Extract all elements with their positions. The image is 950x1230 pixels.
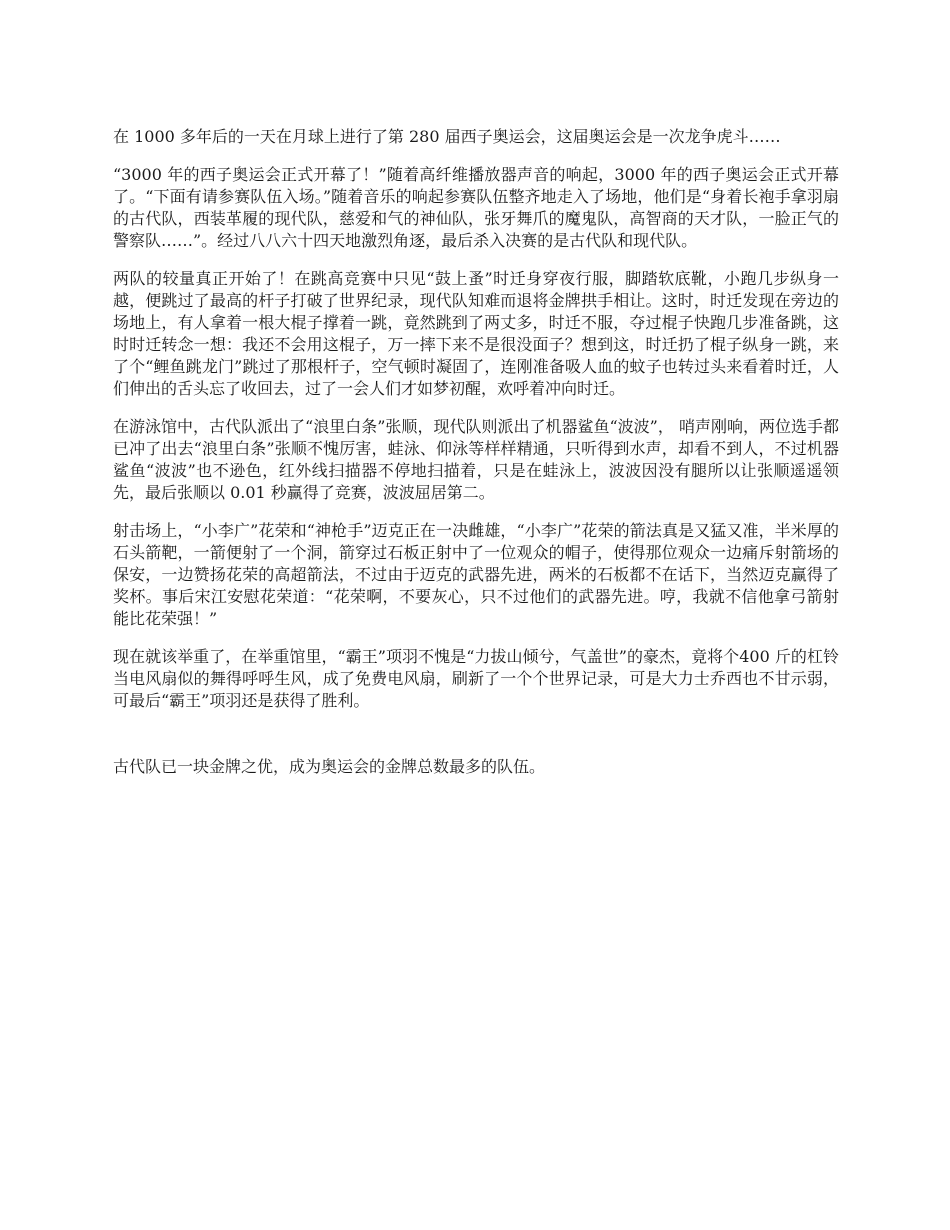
paragraph-spacer xyxy=(113,728,839,756)
document-page xyxy=(113,126,839,794)
paragraph-opening-ceremony: “3000 年的西子奥运会正式开幕了！”随着高纤维播放器声音的响起，3000 年的西子奥运会正式开幕了。“下面有请参赛队伍入场。”随着音乐的响起参赛队伍整齐地走入了场地，他们是“身着长袍手拿羽扇的古代队，西装革履的现代队，慈爱和气的神仙队，张牙舞爪的魔鬼队，高智商的天才队，一脸正气的警察队……”。经过八八六十四天地激烈角逐，最后杀入决赛的是古代队和现代队。 xyxy=(113,165,839,250)
paragraph-high-jump: 两队的较量真正开始了！在跳高竞赛中只见“鼓上蚤”时迁身穿夜行服，脚踏软底靴，小跑几步纵身一越，便跳过了最高的杆子打破了世界纪录，现代队知难而退将金牌拱手相让。这时，时迁发现在旁边的场地上，有人拿着一根大棍子撑着一跳，竟然跳到了两丈多，时迁不服，夺过棍子快跑几步准备跳，这时时迁转念一想：我还不会用这棍子，万一摔下来不是很没面子？想到这，时迁扔了棍子纵身一跳，来了个“鲤鱼跳龙门”跳过了那根杆子，空气顿时凝固了，连刚准备吸人血的蚊子也转过头来看着时迁，人们伸出的舌头忘了收回去，过了一会人们才如梦初醒，欢呼着冲向时迁。 xyxy=(113,269,839,398)
paragraph-weightlifting: 现在就该举重了，在举重馆里，“霸王”项羽不愧是“力拔山倾兮，气盖世”的豪杰，竟将个400 斤的杠铃当电风扇似的舞得呼呼生风，成了免费电风扇，刷新了一个个世界记录，可是大力士乔西也不甘示弱，可最后“霸王”项羽还是获得了胜利。 xyxy=(113,647,839,710)
paragraph-shooting: 射击场上，“小李广”花荣和“神枪手”迈克正在一决雌雄，“小李广”花荣的箭法真是又猛又准，半米厚的石头箭靶，一箭便射了一个洞，箭穿过石板正射中了一位观众的帽子，使得那位观众一边痛斥射箭场的保安，一边赞扬花荣的高超箭法，不过由于迈克的武器先进，两米的石板都不在话下，当然迈克赢得了奖杯。事后宋江安慰花荣道：“花荣啊，不要灰心，只不过他们的武器先进。哼，我就不信他拿弓箭射能比花荣强！” xyxy=(113,521,839,628)
paragraph-intro: 在 1000 多年后的一天在月球上进行了第 280 届西子奥运会，这届奥运会是一次龙争虎斗…… xyxy=(113,127,781,146)
paragraph-swimming: 在游泳馆中，古代队派出了“浪里白条”张顺，现代队则派出了机器鲨鱼“波波”， 哨声刚响，两位选手都已冲了出去“浪里白条”张顺不愧厉害，蛙泳、仰泳等样样精通，只听得到水声，却看不到人，不过机器鲨鱼“波波”也不逊色，红外线扫描器不停地扫描着，只是在蛙泳上，波波因没有腿所以让张顺遥遥领先，最后张顺以 0.01 秒赢得了竞赛，波波屈居第二。 xyxy=(113,417,839,502)
paragraph-closing: 古代队已一块金牌之优，成为奥运会的金牌总数最多的队伍。 xyxy=(113,757,546,776)
